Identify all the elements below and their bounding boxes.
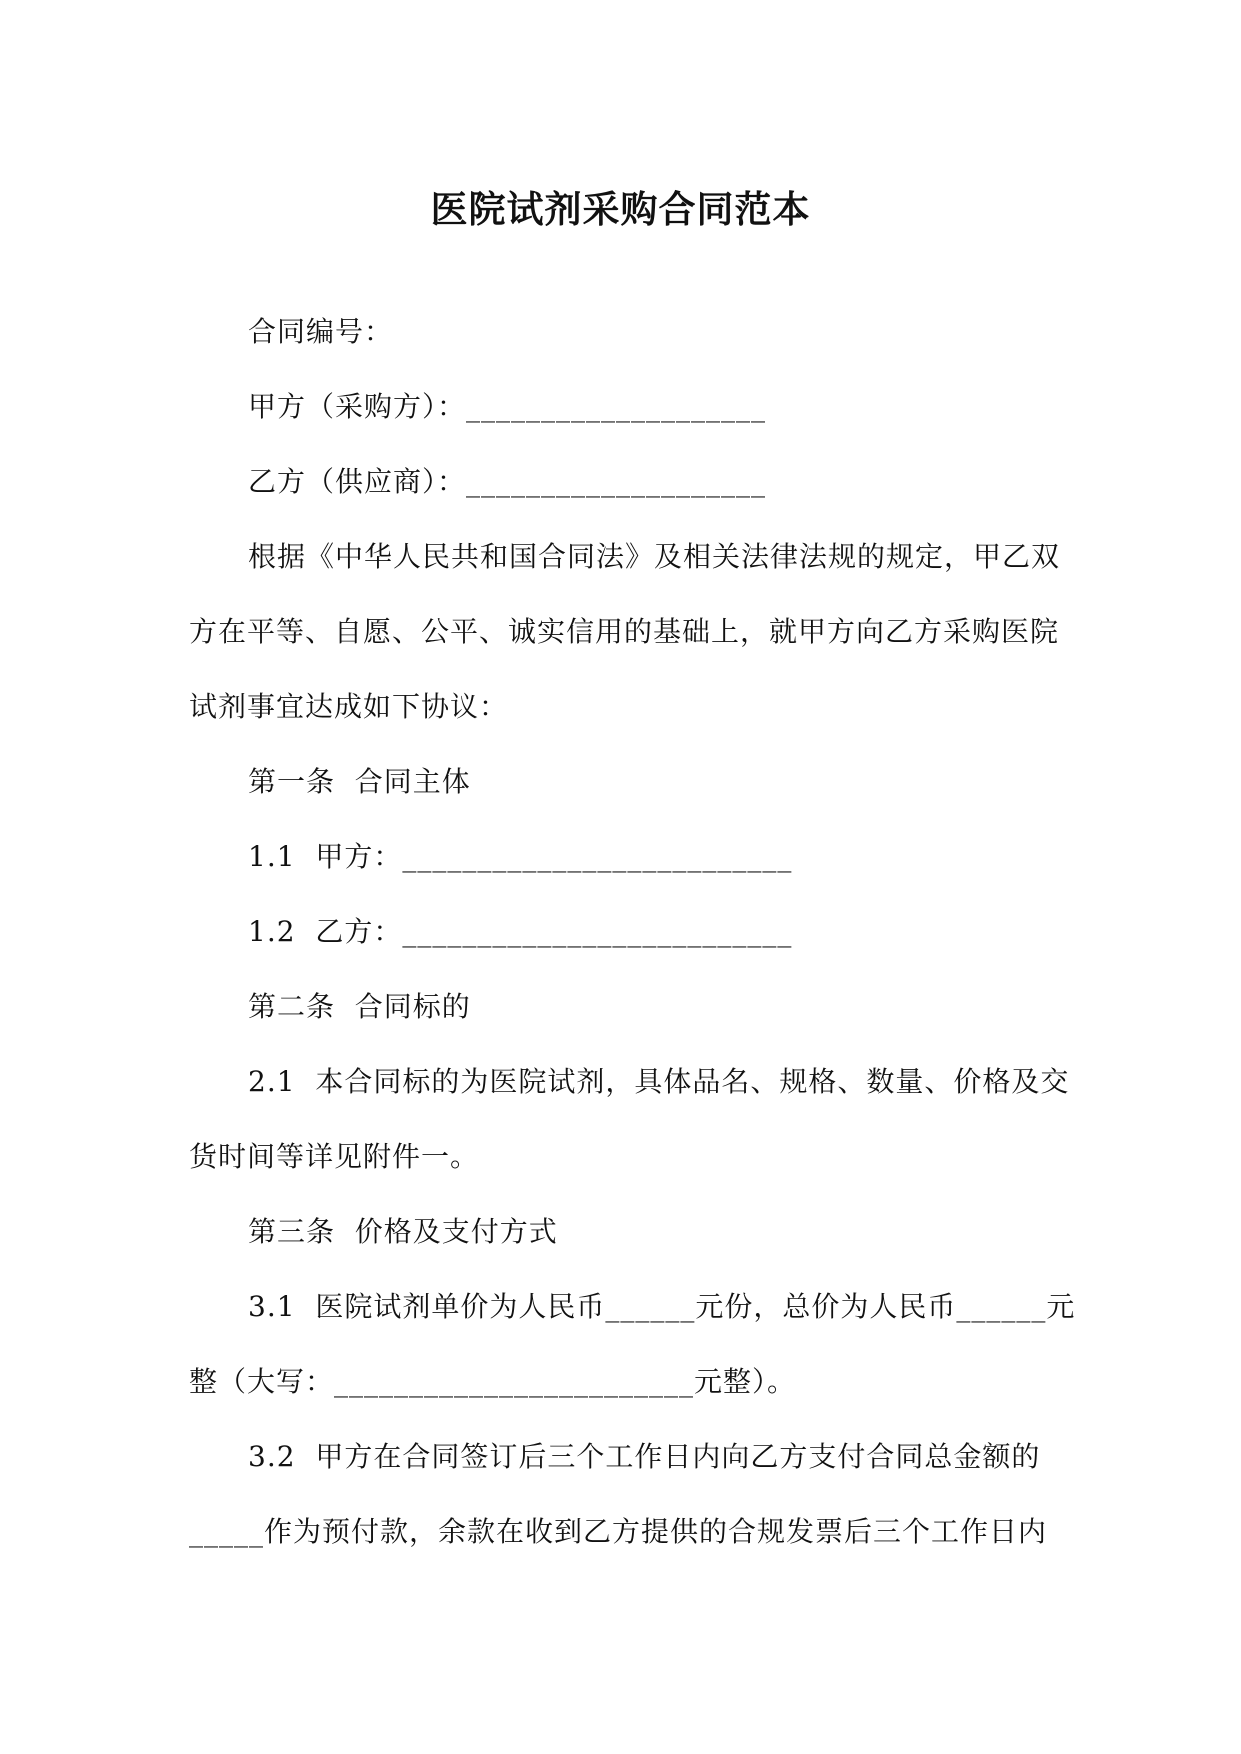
clause-3-1-line-1: 3.1 医院试剂单价为人民币______元份，总价为人民币______元 bbox=[248, 1290, 1076, 1323]
article-1-heading: 第一条 合同主体 bbox=[248, 765, 471, 798]
clause-2-1-line-1: 2.1 本合同标的为医院试剂，具体品名、规格、数量、价格及交 bbox=[248, 1065, 1070, 1098]
preamble-line-1: 根据《中华人民共和国合同法》及相关法律法规的规定，甲乙双 bbox=[248, 540, 1061, 573]
party-b-line: 乙方（供应商）：____________________ bbox=[248, 465, 767, 498]
clause-3-2-line-2: _____作为预付款，余款在收到乙方提供的合规发票后三个工作日内 bbox=[189, 1515, 1048, 1548]
clause-1-1: 1.1 甲方：__________________________ bbox=[248, 840, 793, 873]
party-a-line: 甲方（采购方）：____________________ bbox=[248, 390, 767, 423]
clause-1-2: 1.2 乙方：__________________________ bbox=[248, 915, 793, 948]
preamble-line-2: 方在平等、自愿、公平、诚实信用的基础上，就甲方向乙方采购医院 bbox=[189, 615, 1060, 648]
preamble-line-3: 试剂事宜达成如下协议： bbox=[189, 690, 509, 723]
clause-3-2-line-1: 3.2 甲方在合同签订后三个工作日内向乙方支付合同总金额的 bbox=[248, 1440, 1041, 1473]
document-title: 医院试剂采购合同范本 bbox=[430, 187, 811, 231]
clause-2-1-line-2: 货时间等详见附件一。 bbox=[189, 1140, 480, 1173]
article-3-heading: 第三条 价格及支付方式 bbox=[248, 1215, 558, 1248]
article-2-heading: 第二条 合同标的 bbox=[248, 990, 471, 1023]
contract-number-line: 合同编号： bbox=[248, 315, 394, 348]
clause-3-1-line-2: 整（大写：________________________元整）。 bbox=[189, 1365, 797, 1398]
